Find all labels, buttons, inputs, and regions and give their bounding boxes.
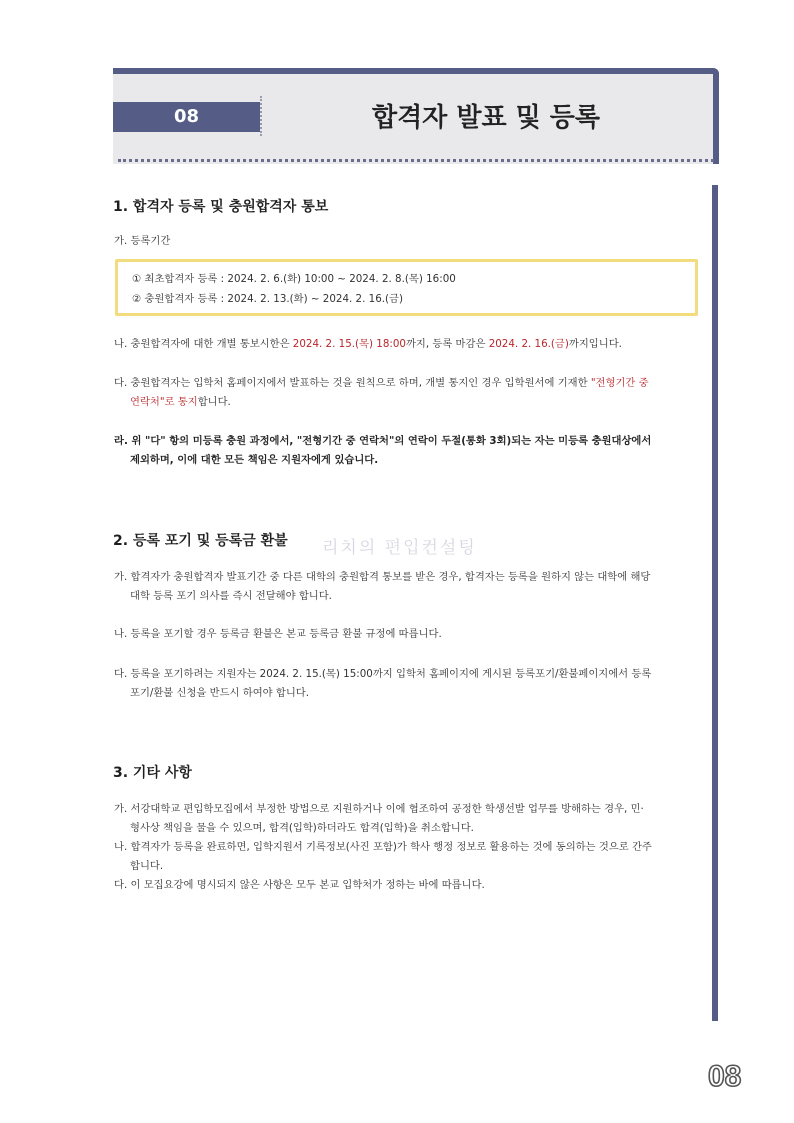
section1-na [114,335,698,354]
chapter-number-badge: 08 [113,102,260,132]
section1-da [114,374,698,412]
registration-additional-round: ② 충원합격자 등록 : 2024. 2. 13.(화) ~ 2024. 2. 16.(금) [132,293,404,305]
section1-ra [114,432,698,470]
badge-dotted-divider [260,96,262,136]
section1-ra-line2: 제외하며, 이에 대한 모든 책임은 지원자에게 있습니다. [130,454,379,466]
section2-da [114,665,698,703]
section3-na [114,838,698,876]
section1-na-text-mid: 까지, 등록 마감은 [405,338,489,350]
section2-ga [114,568,698,606]
section1-ga-label: 가. 등록기간 [114,235,171,247]
header-right-border [713,68,719,164]
section2-title: 2. 등록 포기 및 등록금 환불 [113,533,288,549]
section1-da-text: 다. 충원합격자는 입학처 홈페이지에서 발표하는 것을 원칙으로 하며, 개별 통지인 경우 입학원서에 기재한 [114,377,591,389]
section1-na-text: 나. 충원합격자에 대한 개별 통보시한은 [114,338,293,350]
contact-highlight-2: 연락처"로 통지 [130,396,198,408]
section2-ga-line1: 가. 합격자가 충원합격자 발표기간 중 다른 대학의 충원합격 통보를 받은 경우, 합격자는 등록을 원하지 않는 대학에 해당 [114,571,651,583]
page-number: 08 [708,1060,742,1093]
section3-na-line1: 나. 합격자가 등록을 완료하면, 입학지원서 기록정보(사진 포함)가 학사 행정 정보로 활용하는 것에 동의하는 것으로 간주 [114,841,652,853]
side-accent-bar [712,185,718,1021]
section2-da-line1: 다. 등록을 포기하려는 지원자는 2024. 2. 15.(목) 15:00까지 입학처 홈페이지에 게시된 등록포기/환불페이지에서 등록 [114,668,652,680]
section3-ga-line2: 형사상 책임을 물을 수 있으며, 합격(입학)하더라도 합격(입학)을 취소합니다. [130,822,474,834]
registration-period-box [115,259,698,316]
section2-da-line2: 포기/환불 신청을 반드시 하여야 합니다. [130,687,309,699]
section3-ga [114,800,698,838]
section1-na-text-end: 까지입니다. [568,338,622,350]
section3-ga-line1: 가. 서강대학교 편입학모집에서 부정한 방법으로 지원하거나 이에 협조하여 공정한 학생선발 업무를 방해하는 경우, 민· [114,803,644,815]
chapter-title: 합격자 발표 및 등록 [371,103,601,133]
chapter-header [113,68,719,164]
header-dotted-rule [118,159,714,162]
section2-ga-line2: 대학 등록 포기 의사를 즉시 전달해야 합니다. [130,590,332,602]
section3-na-line2: 합니다. [130,860,164,872]
notify-deadline: 2024. 2. 15.(목) 18:00 [292,338,406,350]
section3-da: 다. 이 모집요강에 명시되지 않은 사항은 모두 본교 입학처가 정하는 바에 따릅니다. [114,879,485,891]
header-top-border [113,68,719,74]
registration-first-round: ① 최초합격자 등록 : 2024. 2. 6.(화) 10:00 ~ 2024. 2. 8.(목) 16:00 [132,273,456,285]
section1-da-text-end: 합니다. [197,396,231,408]
section1-title: 1. 합격자 등록 및 충원합격자 통보 [113,199,329,215]
contact-highlight-1: "전형기간 중 [590,377,649,389]
section1-ra-line1: 라. 위 "다" 항의 미등록 충원 과정에서, "전형기간 중 연락처"의 연락이 두절(통화 3회)되는 자는 미등록 충원대상에서 [114,435,652,447]
section3-title: 3. 기타 사항 [113,765,192,781]
section2-na: 나. 등록을 포기할 경우 등록금 환불은 본교 등록금 환불 규정에 따릅니다. [114,628,442,640]
watermark: 리치의 편입컨설팅 [322,538,477,558]
registration-deadline: 2024. 2. 16.(금) [488,338,569,350]
